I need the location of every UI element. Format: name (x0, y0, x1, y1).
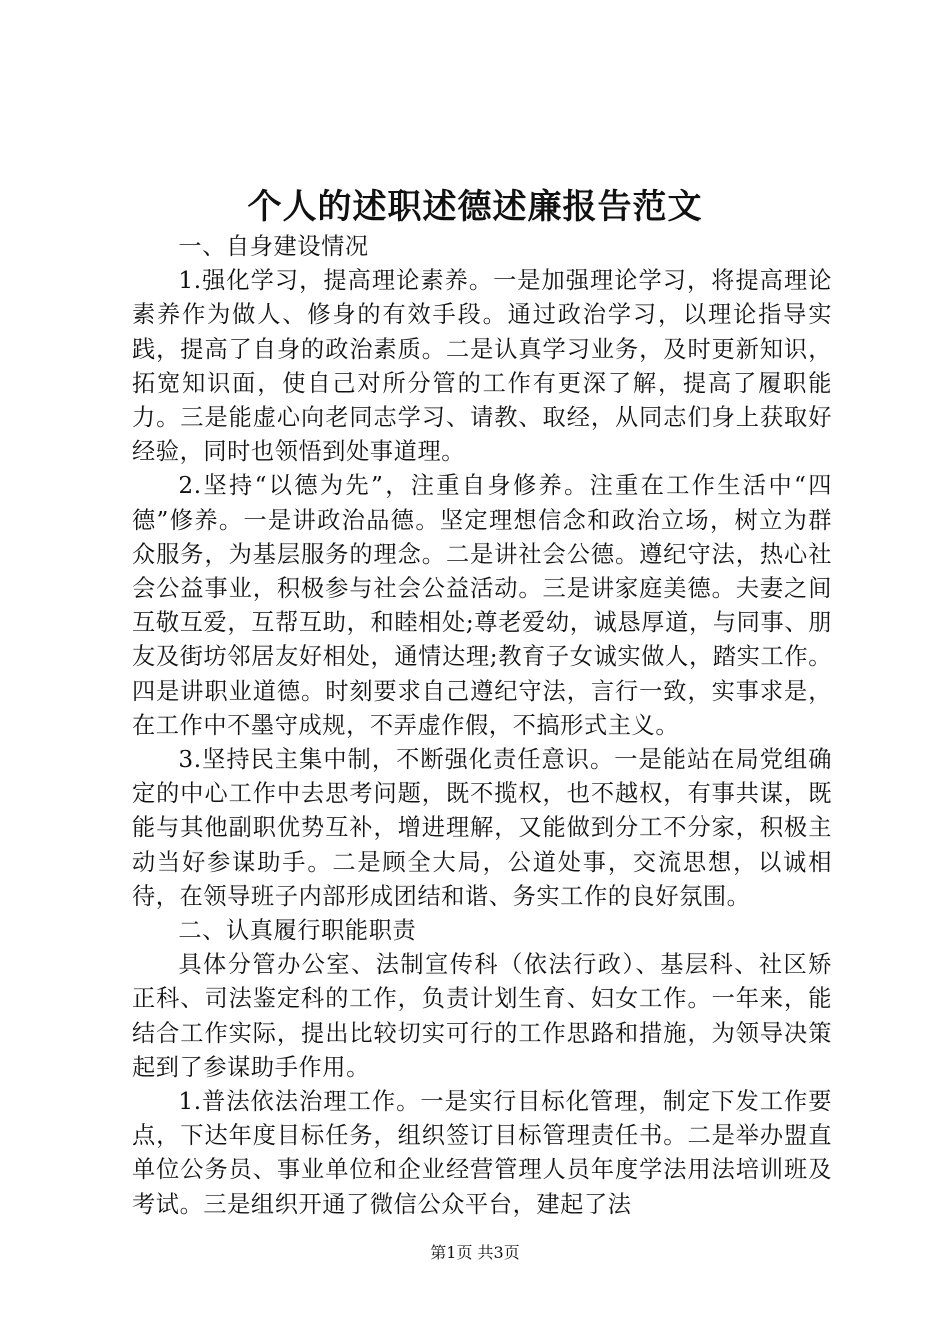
document-title: 个人的述职述德述廉报告范文 (247, 187, 703, 227)
body-paragraph: 3.坚持民主集中制，不断强化责任意识。一是能站在局党组确定的中心工作中去思考问题，既不揽权，也不越权，有事共谋，既能与其他副职优势互补，增进理解，又能做到分工不分家，积极主动当好参谋助手。二是顾全大局，公道处事，交流思想，以诚相待，在领导班子内部形成团结和谐、务实工作的良好氛围。 (132, 746, 832, 910)
document-body (132, 230, 832, 1222)
page-number-footer: 第1页 共3页 (430, 1243, 520, 1262)
body-paragraph: 1.强化学习，提高理论素养。一是加强理论学习，将提高理论素养作为做人、修身的有效手段。通过政治学习，以理论指导实践，提高了自身的政治素质。二是认真学习业务，及时更新知识，拓宽知识面，使自己对所分管的工作有更深了解，提高了履职能力。三是能虚心向老同志学习、请教、取经，从同志们身上获取好经验，同时也领悟到处事道理。 (132, 267, 832, 466)
section-heading: 一、自身建设情况 (178, 233, 369, 260)
body-paragraph: 2.坚持“以德为先”，注重自身修养。注重在工作生活中“四德”修养。一是讲政治品德。坚定理想信念和政治立场，树立为群众服务，为基层服务的理念。二是讲社会公德。遵纪守法，热心社会公益事业，积极参与社会公益活动。三是讲家庭美德。夫妻之间互敬互爱，互帮互助，和睦相处;尊老爱幼，诚恳厚道，与同事、朋友及街坊邻居友好相处，通情达理;教育子女诚实做人，踏实工作。四是讲职业道德。时刻要求自己遵纪守法，言行一致，实事求是，在工作中不墨守成规，不弄虚作假，不搞形式主义。 (132, 472, 832, 739)
body-paragraph: 具体分管办公室、法制宣传科（依法行政）、基层科、社区矫正科、司法鉴定科的工作，负责计划生育、妇女工作。一年来，能结合工作实际，提出比较切实可行的工作思路和措施，为领导决策起到了参谋助手作用。 (132, 951, 832, 1081)
body-paragraph: 1.普法依法治理工作。一是实行目标化管理，制定下发工作要点，下达年度目标任务，组织签订目标管理责任书。二是举办盟直单位公务员、事业单位和企业经营管理人员年度学法用法培训班及考试。三是组织开通了微信公众平台，建起了法 (132, 1088, 832, 1218)
section-heading: 二、认真履行职能职责 (178, 917, 417, 945)
